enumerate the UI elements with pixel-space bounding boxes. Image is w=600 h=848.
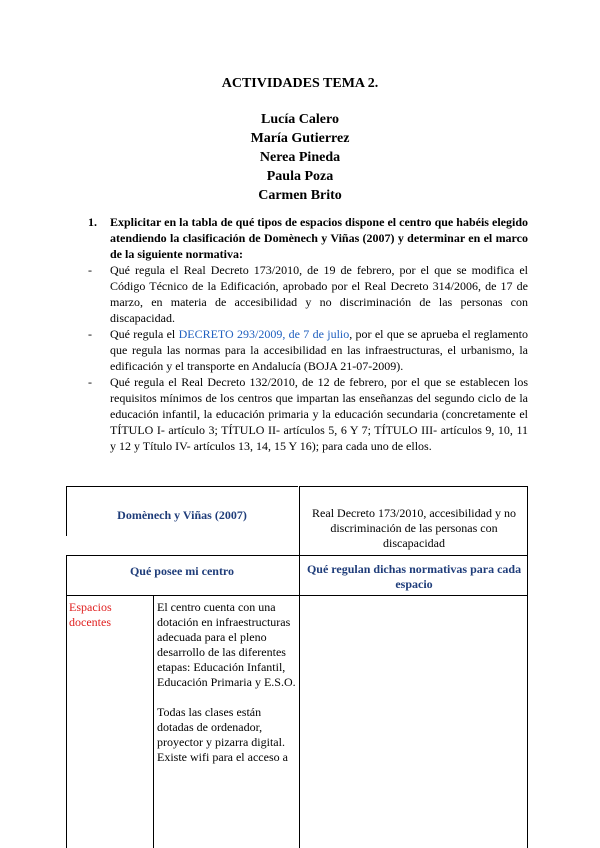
author-name: Nerea Pineda [259,150,341,165]
author-name: Carmen Brito [258,188,342,203]
regulation-list [88,262,528,454]
list-item-text-post: , por el que se aprueba el reglamento que regula las normas para la accesibilidad en las infraestructuras, el urbanismo, la edificación y el transporte en Andalucía (BOJA 21-07-2009). [110,327,528,373]
table-row-description [157,600,297,780]
table-border [66,486,298,487]
bullet-dash: - [88,263,92,277]
list-item [88,326,528,374]
question-number: 1. [88,215,97,229]
author-name: Lucía Calero [261,112,339,127]
question-1 [88,214,528,262]
list-item [88,374,528,454]
decreto-link[interactable]: DECRETO 293/2009, de 7 de julio [178,327,350,341]
author-name: María Gutierrez [250,131,350,146]
table-row-label: Espacios docentes [69,600,112,629]
table-border [66,555,528,556]
table-border [300,486,528,487]
table-header-decree: Real Decreto 173/2010, accesibilidad y no discriminación de las personas con discapacidad [312,506,516,550]
bullet-dash: - [88,375,92,389]
document-title: ACTIVIDADES TEMA 2. [221,76,379,91]
table-border [66,555,67,848]
table-subheader-center: Qué posee mi centro [129,564,235,578]
list-item [88,262,528,326]
list-item-text: Qué regula el Real Decreto 173/2010, de 19 de febrero, por el que se modifica el Código Técnico de la Edificación, aprobado por el Real Decreto 314/2006, de 17 de marzo, en materia de accesibilidad y no discriminación de las personas con discapacidad. [110,263,528,325]
question-text: Explicitar en la tabla de qué tipos de espacios dispone el centro que habéis elegido atendiendo la clasificación de Domènech y Viñas (2007) y determinar en el marco de la siguiente normativa: [110,215,528,261]
table-row-paragraph: Todas las clases están dotadas de ordenador, proyector y pizarra digital. Existe wifi para el acceso a [157,705,288,764]
table-border [153,595,154,848]
table-subheader-regulation: Qué regulan dichas normativas para cada espacio [306,562,522,591]
table-border [66,595,528,596]
list-item-text-pre: Qué regula el [110,327,179,341]
list-item-text: Qué regula el Real Decreto 132/2010, de 12 de febrero, por el que se establecen los requisitos mínimos de los centros que impartan las enseñanzas del segundo ciclo de la educación infantil, la educación primaria y la educación secundaria (concretamente el TÍTULO I- artículo 3; TÍTULO II- artículos 5, 6 Y 7; TÍTULO III- artículos 9, 10, 11 y 12 y Título IV- artículos 13, 14, 15 Y 16); para cada uno de ellos. [110,375,528,453]
author-list [0,110,600,205]
table-row-paragraph: El centro cuenta con una dotación en infraestructuras adecuada para el pleno desarrollo de las diferentes etapas: Educación Infantil, Educación Primaria y E.S.O. [157,600,296,689]
bullet-dash: - [88,327,92,341]
table-header-classification: Domènech y Viñas (2007) [117,508,247,522]
author-name: Paula Poza [266,169,334,184]
